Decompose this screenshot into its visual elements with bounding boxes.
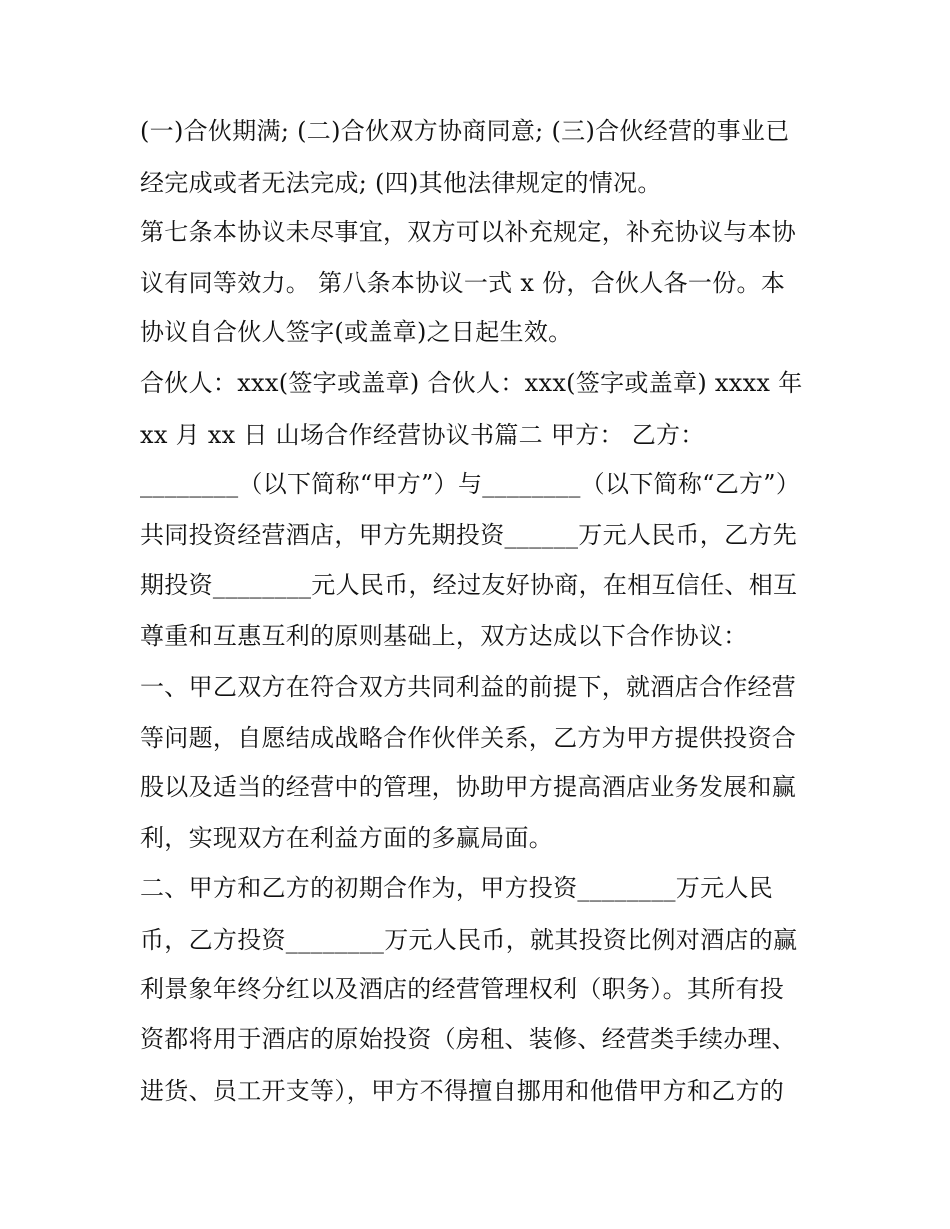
text-line: 经完成或者无法完成; (四)其他法律规定的情况。 (140, 169, 662, 197)
text-line: 资都将用于酒店的原始投资（房租、装修、经营类手续办理、 (140, 1025, 797, 1053)
text-line: ________（以下简称“甲方”）与________（以下简称“乙方”） (140, 470, 801, 498)
text-line: 币，乙方投资________万元人民币，就其投资比例对酒店的赢 (140, 926, 798, 954)
text-line: 进货、员工开支等），甲方不得擅自挪用和他借甲方和乙方的 (140, 1077, 785, 1105)
text-line: 股以及适当的经营中的管理，协助甲方提高酒店业务发展和赢 (140, 773, 797, 801)
text-line: 尊重和互惠互利的原则基础上，双方达成以下合作协议： (140, 622, 748, 650)
text-line: 合伙人：xxx(签字或盖章) 合伙人：xxx(签字或盖章) xxxx 年 (140, 369, 803, 397)
text-line: 期投资________元人民币，经过友好协商，在相互信任、相互 (140, 571, 798, 599)
text-line: 第七条本协议未尽事宜，双方可以补充规定，补充协议与本协 (140, 218, 797, 246)
text-line: 议有同等效力。 第八条本协议一式 x 份，合伙人各一份。本 (140, 269, 786, 297)
text-line: 利景象年终分红以及酒店的经营管理权利（职务）。其所有投 (140, 975, 785, 1003)
text-line: 二、甲方和乙方的初期合作为，甲方投资________万元人民 (140, 874, 773, 902)
text-line: 一、甲乙双方在符合双方共同利益的前提下，就酒店合作经营 (140, 673, 797, 701)
text-line: (一)合伙期满; (二)合伙双方协商同意; (三)合伙经营的事业已 (140, 117, 790, 145)
text-line: 利，实现双方在利益方面的多赢局面。 (140, 824, 554, 852)
text-line: xx 月 xx 日 山场合作经营协议书篇二 甲方： 乙方： (140, 421, 705, 449)
text-line: 协议自合伙人签字(或盖章)之日起生效。 (140, 318, 573, 346)
text-line: 等问题，自愿结成战略合作伙伴关系，乙方为甲方提供投资合 (140, 724, 797, 752)
text-line: 共同投资经营酒店，甲方先期投资______万元人民币，乙方先 (140, 521, 797, 549)
